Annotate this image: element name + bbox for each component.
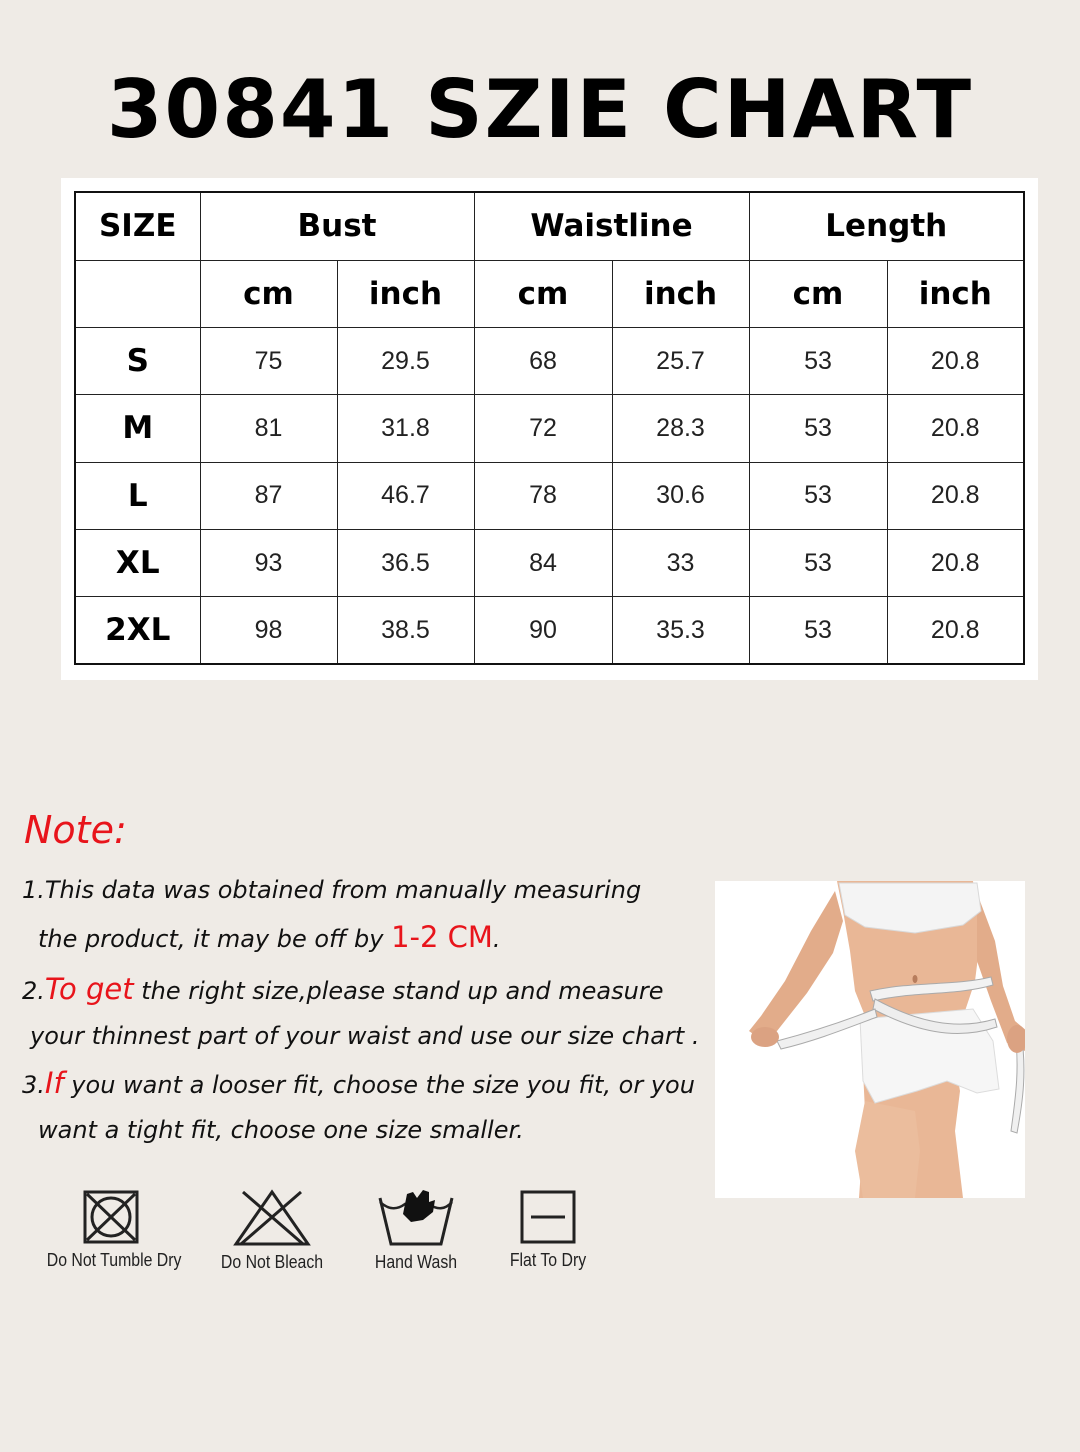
note-text: 3. — [22, 1071, 45, 1099]
care-label: Do Not Bleach — [220, 1252, 324, 1272]
table-row — [75, 328, 1024, 395]
table-cell: 20.8 — [887, 597, 1024, 664]
bust-header: Bust — [200, 192, 474, 260]
note-line-3b — [38, 1116, 524, 1144]
table-cell: 72 — [474, 395, 612, 462]
length-header: Length — [749, 192, 1024, 260]
table-row — [75, 462, 1024, 529]
care-item-do-not-bleach — [211, 1188, 333, 1273]
note-text: the product, it may be off by — [38, 925, 392, 953]
waistline-header: Waistline — [474, 192, 749, 260]
table-cell: 35.3 — [612, 597, 749, 664]
flat-to-dry-icon — [519, 1188, 577, 1244]
table-cell: 20.8 — [887, 328, 1024, 395]
table-cell: 53 — [749, 328, 887, 395]
table-cell: 33 — [612, 529, 749, 596]
note-highlight: If — [44, 1066, 64, 1100]
size-chart-table — [74, 191, 1025, 665]
table-cell: 20.8 — [887, 529, 1024, 596]
size-label: XL — [75, 529, 200, 596]
note-line-1 — [22, 876, 641, 904]
table-cell: 81 — [200, 395, 337, 462]
unit-header: cm — [200, 260, 337, 327]
note-highlight: 1-2 CM — [391, 920, 493, 954]
unit-header: inch — [612, 260, 749, 327]
table-cell: 30.6 — [612, 462, 749, 529]
note-text: want a tight fit, choose one size smaller. — [38, 1116, 524, 1144]
table-row — [75, 597, 1024, 664]
unit-header: inch — [337, 260, 474, 327]
size-label: M — [75, 395, 200, 462]
table-cell: 20.8 — [887, 395, 1024, 462]
do-not-tumble-dry-icon — [82, 1188, 140, 1244]
note-highlight: To get — [44, 972, 134, 1006]
size-header: SIZE — [75, 192, 200, 260]
note-text: your thinnest part of your waist and use our size chart . — [30, 1022, 700, 1050]
unit-header: cm — [474, 260, 612, 327]
table-cell: 53 — [749, 462, 887, 529]
table-cell: 53 — [749, 529, 887, 596]
table-cell: 31.8 — [337, 395, 474, 462]
table-cell: 36.5 — [337, 529, 474, 596]
unit-header: inch — [887, 260, 1024, 327]
unit-header: cm — [749, 260, 887, 327]
hand-wash-icon — [377, 1188, 455, 1246]
page-title: 30841 SZIE CHART — [106, 63, 974, 156]
table-cell: 38.5 — [337, 597, 474, 664]
table-cell: 93 — [200, 529, 337, 596]
note-text: 1.This data was obtained from manually measuring — [22, 876, 642, 904]
care-item-hand-wash — [364, 1188, 468, 1273]
size-chart-panel — [61, 178, 1038, 680]
note-title: Note: — [24, 808, 127, 852]
care-label: Do Not Tumble Dry — [46, 1250, 182, 1270]
table-cell: 98 — [200, 597, 337, 664]
note-line-1b — [38, 920, 501, 954]
table-row — [75, 395, 1024, 462]
table-cell: 87 — [200, 462, 337, 529]
size-label: S — [75, 328, 200, 395]
table-cell: 68 — [474, 328, 612, 395]
table-unit-row — [75, 260, 1024, 327]
table-cell: 53 — [749, 395, 887, 462]
do-not-bleach-icon — [231, 1188, 313, 1246]
care-item-flat-to-dry — [502, 1188, 594, 1271]
care-label: Flat To Dry — [509, 1250, 587, 1270]
note-text: . — [492, 925, 501, 953]
care-label: Hand Wash — [374, 1252, 458, 1272]
care-item-do-not-tumble-dry — [38, 1188, 184, 1271]
table-cell: 25.7 — [612, 328, 749, 395]
model-photo — [715, 881, 1025, 1198]
table-cell: 78 — [474, 462, 612, 529]
table-cell: 46.7 — [337, 462, 474, 529]
table-cell: 90 — [474, 597, 612, 664]
note-line-2b — [30, 1022, 699, 1050]
table-cell: 53 — [749, 597, 887, 664]
table-row — [75, 529, 1024, 596]
table-header-row — [75, 192, 1024, 260]
table-cell: 75 — [200, 328, 337, 395]
size-label: 2XL — [75, 597, 200, 664]
table-cell: 28.3 — [612, 395, 749, 462]
note-line-3 — [22, 1066, 695, 1100]
size-label: L — [75, 462, 200, 529]
note-text: the right size,please stand up and measure — [133, 977, 664, 1005]
table-cell: 84 — [474, 529, 612, 596]
table-cell: 20.8 — [887, 462, 1024, 529]
note-text: you want a looser fit, choose the size you fit, or you — [63, 1071, 695, 1099]
empty-unit-cell — [75, 260, 200, 327]
note-text: 2. — [22, 977, 45, 1005]
model-illustration — [715, 881, 1025, 1198]
table-cell: 29.5 — [337, 328, 474, 395]
note-line-2 — [22, 972, 663, 1006]
